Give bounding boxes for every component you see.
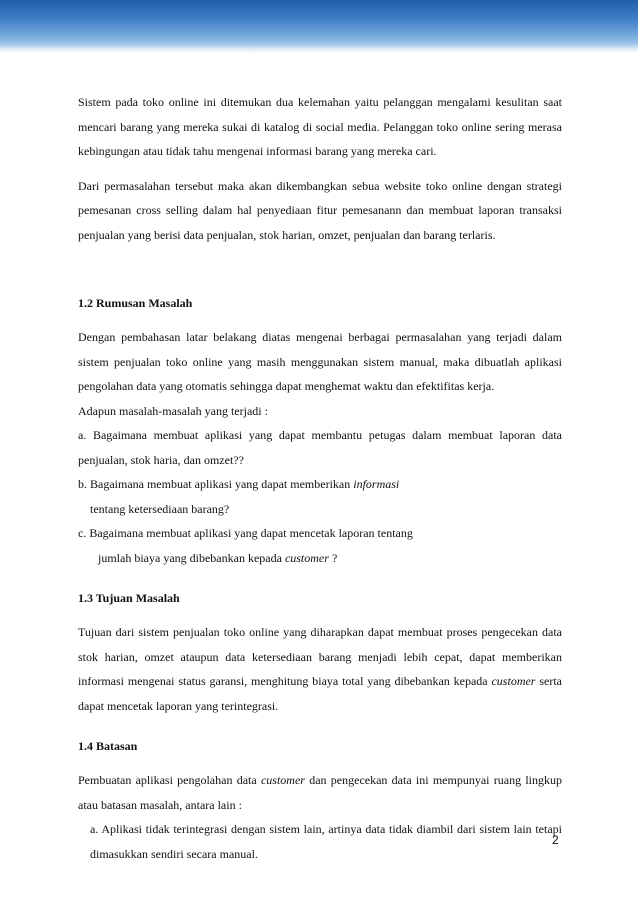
page-number: 2 [552,833,559,847]
paragraph-tujuan [78,620,562,718]
paragraph-batasan [78,768,562,817]
paragraph-rumusan-intro: Dengan pembahasan latar belakang diatas mengenai berbagai permasalahan yang terjadi dalam sistem penjualan toko online yang masih menggunakan sistem manual, maka dibuatlah aplikasi pengolahan data yang otomatis sehingga dapat menghemat waktu dan efektifitas kerja. [78,330,562,393]
paragraph-batasan-text: Pembuatan aplikasi pengolahan data [78,773,261,787]
document-body [78,90,562,866]
paragraph-rumusan-lead: Adapun masalah-masalah yang terjadi : [78,403,268,418]
list-item-c-end: ? [328,550,338,565]
paragraph-tujuan-emphasis: customer [491,674,536,688]
paragraph-tujuan-text: Tujuan dari sistem penjualan toko online yang diharapkan dapat membuat proses pengecekan data stok harian, omzet ataupun data ketersediaan barang menjadi lebih cepat, dapat memberikan informasi mengenai status garansi, menghitung biaya total yang dibebankan kepada [78,625,562,688]
list-item-b-emphasis: informasi [353,477,400,491]
list-item-c-emphasis: customer [284,550,329,565]
list-item-b-continuation: tentang ketersediaan barang? [90,501,230,516]
paragraph-tujuan-end: serta dapat mencetak laporan yang terintegrasi. [78,674,562,713]
list-item-a: a. Bagaimana membuat aplikasi yang dapat membantu petugas dalam membuat laporan data penjualan, stok haria, dan omzet?? [78,428,562,467]
list-item-c-continuation [78,546,562,571]
list-item-c: c. Bagaimana membuat aplikasi yang dapat mencetak laporan tentang [78,526,413,540]
list-item-b [78,472,562,497]
list-item-b-text: b. Bagaimana membuat aplikasi yang dapat memberikan [78,477,354,491]
paragraph-solution: Dari permasalahan tersebut maka akan dikembangkan sebua website toko online dengan strategi pemesanan cross selling dalam hal penyediaan fitur pemesanann dan membuat laporan transaksi penjualan yang berisi data penjualan, stok harian, omzet, penjualan dan barang terlaris. [78,178,562,242]
batasan-item-a: a. Aplikasi tidak terintegrasi dengan sistem lain, artinya data tidak diambil dari sistem lain tetapi dimasukkan sendiri secara manual. [90,822,562,861]
paragraph-batasan-emphasis: customer [260,773,305,787]
header-gradient-bar [0,0,638,54]
paragraph-problem: Sistem pada toko online ini ditemukan dua kelemahan yaitu pelanggan mengalami kesulitan saat mencari barang yang mereka sukai di katalog di social media. Pelanggan toko online sering merasa kebingungan atau tidak tahu mengenai informasi barang yang mereka cari. [78,95,562,158]
heading-batasan: 1.4 Batasan [78,739,138,753]
paragraph-batasan-end: dan pengecekan data ini mempunyai ruang lingkup atau batasan masalah, antara lain : [78,773,562,812]
heading-tujuan-masalah: 1.3 Tujuan Masalah [78,591,180,605]
heading-rumusan-masalah: 1.2 Rumusan Masalah [78,296,193,310]
list-item-c-text: jumlah biaya yang dibebankan kepada [98,550,285,565]
